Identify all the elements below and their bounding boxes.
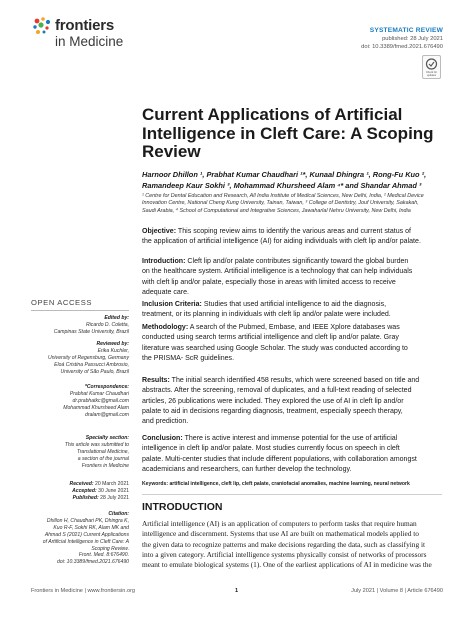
article-title	[142, 106, 442, 162]
citation-line: of Artificial Intelligence in Cleft Care: A	[42, 538, 129, 545]
abstract-inclusion-criteria	[142, 300, 442, 321]
article-dates	[31, 481, 129, 502]
specialty-section	[31, 435, 129, 470]
section-label: Inclusion Criteria:	[142, 301, 202, 308]
abstract-text: with cleft lip and/or palate, especially those in areas with limited access to receive	[142, 278, 396, 286]
abstract-text: and prediction.	[142, 418, 189, 426]
abstract-objective	[142, 227, 442, 248]
section-label: Introduction:	[142, 258, 186, 265]
citation	[31, 511, 129, 566]
affiliations	[142, 193, 442, 215]
specialty-line: a section of the journal	[77, 455, 129, 462]
abstract-text: academicians and researchers, can further develop the technology.	[142, 465, 352, 473]
abstract-text: This scoping review aims to identify the various areas and current status of	[177, 228, 411, 235]
logo-wordmark: frontiers	[55, 17, 115, 34]
doi-link[interactable]: doi: 10.3389/fmed.2021.676490	[361, 44, 443, 50]
abstract-text: on the healthcare system. Artificial intelligence is a technology that can help individuals	[142, 268, 413, 276]
abstract-text: intelligence in cleft lip and/or palate. Most studies currently focus on speech in cleft	[142, 445, 400, 453]
specialty-line: Frontiers in Medicine	[81, 462, 129, 469]
citation-line: Ahmad S (2021) Current Applications	[44, 531, 129, 538]
reviewer-line: Erika Kuchler,	[97, 347, 129, 354]
body-line: intelligence and discernment. Systems that use AI are built on mathematical models applied to	[142, 529, 419, 539]
abstract-text: Studies that used artificial intelligence to aid the diagnosis,	[203, 301, 387, 308]
abstract-introduction	[142, 257, 442, 298]
authors-line: Harnoor Dhillon ¹, Prabhat Kumar Chaudhari ¹*, Kunaal Dhingra ¹, Rong-Fu Kuo ²,	[142, 170, 427, 179]
published-date: published: 28 July 2021	[382, 36, 443, 42]
affiliation-line: Saudi Arabia, ⁴ School of Computational and Integrative Sciences, Jawaharlal Nehru University, New Delhi, India	[142, 207, 411, 214]
logo-subtitle: in Medicine	[55, 34, 124, 49]
specialty-line: Translational Medicine,	[77, 448, 129, 455]
specialty-line: This article was submitted to	[64, 441, 129, 448]
abstract-conclusion	[142, 434, 442, 475]
title-line: Intelligence in Cleft Care: A Scoping	[142, 123, 434, 143]
correspondence-heading: *Correspondence:	[84, 384, 129, 390]
section-divider	[142, 494, 442, 495]
correspondent-name: Mohammad Khursheed Alam	[63, 404, 129, 411]
affiliation-line: ¹ Centre for Dental Education and Research, All India Institute of Medical Sciences, New Delhi, India, ² Medical Device	[142, 193, 424, 199]
citation-line: Dhillon H, Chaudhari PK, Dhingra K,	[46, 517, 129, 524]
body-line: Artificial intelligence (AI) is an application of computers to perform tasks that require human	[142, 519, 417, 528]
received-label: Received:	[69, 481, 94, 487]
author-list	[142, 170, 442, 191]
introduction-heading: INTRODUCTION	[142, 501, 223, 513]
open-access-label: OPEN ACCESS	[31, 298, 93, 307]
abstract-text: literature was searched using Google Scholar. The study was conducted according to	[142, 344, 408, 352]
abstract-text: palate. Multi-center studies that include different populations, with collaboration amongst	[142, 455, 417, 463]
introduction-body	[142, 519, 442, 570]
title-line: Current Applications of Artificial	[142, 105, 403, 124]
article-type: SYSTEMATIC REVIEW	[369, 27, 443, 34]
title-line: Review	[142, 142, 201, 161]
reviewer-line: University of São Paulo, Brazil	[60, 368, 129, 375]
correspondent-name: Prabhat Kumar Chaudhari	[69, 390, 129, 397]
accepted-label: Accepted:	[72, 487, 97, 494]
edited-heading: Edited by:	[104, 315, 129, 321]
abstract-text: abstracts. After the screening, removal of duplicates, and a full-text reading of selected	[142, 387, 412, 395]
abstract-text: adequate care.	[142, 288, 190, 296]
citation-doi[interactable]: doi: 10.3389/fmed.2021.676490	[57, 559, 129, 566]
specialty-heading: Specialty section:	[85, 435, 129, 441]
correspondent-email[interactable]: dr.prabhatkc@gmail.com	[72, 397, 129, 404]
abstract-results	[142, 376, 442, 427]
section-label: Methodology:	[142, 324, 189, 331]
abstract-text: the application of artificial intelligence (AI) for aiding individuals with cleft lip and/or palate.	[142, 238, 421, 246]
section-label: Conclusion:	[142, 435, 183, 442]
correspondence	[31, 384, 129, 419]
keywords-text: artificial intelligence, cleft lip, cleft palate, craniofacial anomalies, machine learning, neural network	[169, 481, 410, 487]
received-date: 20 March 2021	[95, 481, 129, 487]
citation-line: Front. Med. 8:676490.	[78, 552, 129, 559]
updates-label-1: Check for	[425, 71, 438, 74]
abstract-text: The initial search identified 458 results, which were screened based on title and	[171, 377, 420, 384]
reviewer-line: Eloá Cristina Passucci Ambrosio,	[54, 361, 129, 368]
editor-line: Ricardo D. Coletta,	[85, 321, 129, 328]
edited-by	[31, 315, 129, 336]
abstract-text: palate to aid in decisions regarding diagnosis, treatment, especially speech therapy,	[142, 407, 403, 415]
abstract-text: A search of the Pubmed, Embase, and IEEE Xplore databases was	[189, 324, 400, 331]
editor-line: Campinas State University, Brazil	[53, 328, 129, 335]
accepted-date: 30 June 2021	[98, 487, 129, 494]
citation-line: Kuo R-F, Sokhi RK, Alam MK and	[53, 524, 129, 531]
page-footer	[31, 588, 443, 598]
body-line: into a given category. Artificial intelligence systems physically consist of networks of processors	[142, 549, 427, 559]
check-for-updates-button[interactable]	[422, 55, 441, 79]
body-line: the given data to recognize patterns and make decisions regarding the data, such as classifying it	[142, 539, 426, 549]
abstract-text: the PRISMA- ScR guidelines.	[142, 354, 235, 362]
keywords	[142, 481, 442, 488]
updates-label-2: updates	[426, 74, 437, 77]
sidebar-divider	[31, 310, 129, 311]
reviewer-line: University of Regensburg, Germany	[48, 354, 129, 361]
abstract-text: conducted using search terms artificial intelligence and cleft lip and/or palate. Gray	[142, 334, 399, 342]
page-number: 1	[235, 588, 239, 594]
abstract-text: There is active interest and immense potential for the use of artificial	[184, 435, 398, 442]
check-for-updates-icon	[423, 56, 440, 78]
correspondent-email[interactable]: dralam@gmail.com	[85, 411, 129, 418]
frontiers-logo[interactable]	[31, 13, 151, 53]
abstract-text: articles, 26 publications were included. They explored the use of AI in cleft lip and/or	[142, 397, 404, 405]
abstract-methodology	[142, 323, 442, 364]
section-label: Objective:	[142, 228, 177, 235]
frontiers-logo-icon	[31, 15, 53, 37]
section-label: Results:	[142, 377, 170, 384]
affiliation-line: Innovation Centre, National Cheng Kung University, Tainan, Taiwan, ³ College of Dentistry, Jouf University, Sakakah,	[142, 200, 419, 207]
authors-line: Ramandeep Kaur Sokhi ³, Mohammad Khursheed Alam ⁴* and Shandar Ahmad ³	[142, 180, 422, 190]
published-label: Published:	[72, 494, 99, 501]
footer-volume-info: July 2021 | Volume 8 | Article 676490	[351, 588, 443, 594]
footer-journal-link[interactable]: Frontiers in Medicine | www.frontiersin.org	[31, 588, 136, 594]
article-meta	[361, 27, 443, 51]
abstract-text: Cleft lip and/or palate contributes significantly toward the global burden	[187, 258, 409, 265]
published-date-side: 28 July 2021	[100, 494, 129, 501]
citation-heading: Citation:	[108, 511, 129, 517]
abstract-text: treatment, or its planning in individuals with cleft lip and/or palate were included.	[142, 311, 391, 319]
reviewed-heading: Reviewed by:	[96, 341, 129, 347]
reviewed-by	[31, 341, 129, 376]
keywords-label: Keywords:	[142, 481, 169, 487]
body-line: meant to emulate biological systems (1). One of the earliest applications of AI in medicine was the	[142, 560, 432, 570]
citation-line: Scoping Review.	[91, 545, 129, 552]
